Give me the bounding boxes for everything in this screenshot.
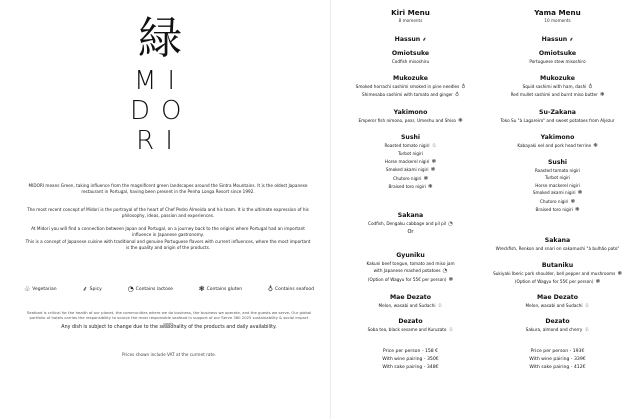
course-name: Mae Dezato xyxy=(389,294,431,301)
gluten-icon: ❃ xyxy=(198,285,205,293)
dish: Roasted tomato nigiri xyxy=(534,168,581,173)
menu-subtitle: 10 moments xyxy=(544,18,571,23)
kiri-prices xyxy=(338,348,483,372)
course-name: Mukozuke xyxy=(540,75,575,82)
gluten-icon: ❃ xyxy=(427,184,433,191)
gluten-icon: ❃ xyxy=(431,158,437,165)
legend-label: Contains gluten xyxy=(206,287,243,292)
yama-menu xyxy=(485,8,630,370)
dish: Horse mackerel nigiri xyxy=(535,182,580,188)
seafood-icon: ♁ xyxy=(588,84,593,90)
menu-title: Yama Menu xyxy=(534,8,581,17)
dish: Turbot nigiri xyxy=(397,151,423,157)
course-name: Gyuniku xyxy=(396,252,425,259)
dish: Chutoro nigiri ❃ xyxy=(392,175,429,182)
legend-item xyxy=(268,286,314,293)
gluten-icon: ❃ xyxy=(570,198,576,205)
vegetarian-icon: ♧ xyxy=(448,327,454,333)
gluten-icon: ❃ xyxy=(595,279,601,286)
gluten-icon: ❃ xyxy=(457,118,463,124)
course-sakana xyxy=(485,237,630,252)
dish: Codfish, Dengaku cabbage and pil pil ◔ xyxy=(368,221,453,227)
dish: Braised toro nigiri ❃ xyxy=(388,184,433,191)
yama-prices xyxy=(485,348,630,372)
logo-line: DO xyxy=(130,96,193,126)
gluten-icon: ❃ xyxy=(430,167,436,174)
legend-label: Contains lactose xyxy=(135,287,173,292)
dish: Roasted tomato nigiri ♧ xyxy=(384,143,437,149)
dietary-legend xyxy=(24,286,314,293)
seafood-icon: ♁ xyxy=(267,285,274,293)
course-sushi xyxy=(338,134,483,191)
dish: Horse mackerel nigiri ❃ xyxy=(384,158,437,165)
course-hassun xyxy=(338,36,483,44)
seafood-icon: ♁ xyxy=(461,84,466,90)
dish: Smoked horrachi sashimi smoked in pine needles ♁ xyxy=(355,84,466,90)
course-dezato xyxy=(485,318,630,334)
course-yakimono xyxy=(485,134,630,150)
price-line: With wine pairing - 339€ xyxy=(529,357,586,362)
dish: Braised toro nigiri ❃ xyxy=(535,207,580,214)
dish: Chutoro nigiri ❃ xyxy=(539,198,576,205)
course-suzakana xyxy=(485,109,630,124)
course-name: Dezato xyxy=(398,318,423,325)
dish: (Option of Wagyu for 55€ per person) ❃ xyxy=(514,279,601,286)
gluten-icon: ❃ xyxy=(593,143,598,149)
seafood-note: Seafood is critical for the health of our planet, the communities where we do business, the business we operate, and the guests we serve. Our global portfolio of hotels carries the responsibility to source the most responsible seafood in support of our Serve 360 2025 sustainability & social impact goals. xyxy=(26,310,312,326)
course-omiotsuke xyxy=(485,50,630,65)
dish: Melon, wasabi and Sudachi ♧ xyxy=(378,303,443,309)
price-line: With sake pairing - 348€ xyxy=(382,365,439,370)
seasonality-note: Any dish is subject to change due to the seasonality of the products and daily availability. xyxy=(61,325,277,330)
legend-item xyxy=(82,286,101,293)
spicy-icon: ⸙ xyxy=(422,37,427,43)
intro-paragraph-1: MIDORI means Green, taking influence from the magnificent green landscapes around the Sintra Mountains. It is the oldest Japanese restaurant in Portugal, having been present in the Penha Longa Resort since 1992. xyxy=(28,183,308,194)
course-name: Sushi xyxy=(400,134,421,141)
menu-subtitle: 8 moments xyxy=(398,18,423,23)
course-omiotsuke xyxy=(338,50,483,65)
dish: Smoked akami nigiri ❃ xyxy=(532,190,583,197)
course-name: Hassun xyxy=(394,36,421,43)
price-line: With wine pairing - 350€ xyxy=(382,357,439,362)
course-yakimono xyxy=(338,109,483,125)
gluten-icon: ❃ xyxy=(574,207,580,214)
course-name: Hassun xyxy=(541,36,568,43)
legend-label: Vegetarian xyxy=(32,287,57,292)
legend-item xyxy=(199,286,242,293)
dish: Turbot nigiri xyxy=(544,175,570,181)
course-name: Mukozuke xyxy=(393,75,428,82)
course-name: Dezato xyxy=(545,318,570,325)
dish: Sakura, almond and cherry ♧ xyxy=(525,327,590,333)
logo-wordmark xyxy=(130,66,193,156)
vegetarian-icon: ♧ xyxy=(431,143,437,149)
dish: Kabayaki eel and pork head terrine ❃ xyxy=(517,143,598,149)
lactose-icon: ◔ xyxy=(448,221,453,227)
seafood-icon: ♁ xyxy=(454,92,460,99)
gluten-icon: ❃ xyxy=(423,175,429,182)
course-butaniku xyxy=(485,262,630,287)
legend-label: Contains seafood xyxy=(275,287,314,292)
dish: with Japanese mashed potatoes ◔ xyxy=(373,268,448,275)
price-line: With sake pairing - 412€ xyxy=(529,365,586,370)
course-name: Mae Dezato xyxy=(536,294,578,301)
price-line: Price per person - 158 € xyxy=(382,349,439,354)
course-mukozuke xyxy=(485,75,630,100)
intro-paragraph-2: The most recent concept of Midori is the portrayal of the heart of Chef Pedro Almeida and his team. It is the ultimate expression of his philosophy, ideas, passion and experiences. xyxy=(27,207,309,218)
course-name: Butaniku xyxy=(541,262,574,269)
course-hassun xyxy=(485,36,630,44)
vegetarian-icon: ♧ xyxy=(437,303,443,309)
price-line: Price per person - 193€ xyxy=(530,349,585,354)
kiri-menu xyxy=(338,8,483,370)
vegetarian-icon: ♧ xyxy=(584,327,590,333)
dish: Codfish misoshiru xyxy=(391,59,430,64)
dish: Wreckfish, Renkon and snari on sakamushi "à bulhão pato" xyxy=(495,246,620,251)
vegetarian-icon: ♧ xyxy=(24,285,31,293)
dish: Shimesaba sashimi with tomato and ginger ♁ xyxy=(361,92,460,99)
course-name: Sakana xyxy=(544,237,571,244)
course-sakana xyxy=(338,212,483,236)
or-separator: Or xyxy=(407,229,414,236)
gluten-icon: ❃ xyxy=(577,190,583,197)
dish: Red mullet sashimi and burnt miso butter ❃ xyxy=(510,92,605,99)
course-name: Omiotsuke xyxy=(538,50,577,57)
legend-item xyxy=(128,286,173,293)
dish: (Option of Wagyu for 55€ per person) ❃ xyxy=(367,276,454,283)
dish: Sukiyaki Iberic pork shoulder, bell pepper and mushrooms ❃ xyxy=(493,271,622,277)
course-dezato xyxy=(338,318,483,334)
vegetarian-icon: ♧ xyxy=(584,303,590,309)
intro-paragraph-3: At Midori you will find a connection between Japan and Portugal, on a journey back to the origins where Portugal had an important influence in Japanese gastronomy. xyxy=(31,226,305,237)
course-name: Su-Zakana xyxy=(539,109,576,116)
gluten-icon: ❃ xyxy=(599,92,605,99)
course-name: Sushi xyxy=(547,159,568,166)
logo-kanji: 緑 xyxy=(138,13,182,64)
course-name: Yakimono xyxy=(540,134,575,141)
spicy-icon: ⸙ xyxy=(82,285,88,293)
lactose-icon: ◔ xyxy=(127,285,134,293)
menu-title: Kiri Menu xyxy=(391,8,430,17)
dish: Toko Su "à Lagareiro" and sweet potatoes from Aljezur xyxy=(500,118,615,123)
column-divider xyxy=(330,0,331,419)
course-gyuniku xyxy=(338,252,483,284)
dish: Portuguese stew misoshiro xyxy=(529,59,586,64)
course-name: Sakana xyxy=(397,212,424,219)
course-name: Yakimono xyxy=(393,109,428,116)
dish: Melon, wasabi and Sudachi ♧ xyxy=(525,303,590,309)
legend-label: Spicy xyxy=(89,287,102,292)
logo-line: MI xyxy=(133,66,187,96)
dish: Squid sashimi with ham, dashi ♁ xyxy=(522,84,593,90)
course-mae-dezato xyxy=(338,294,483,310)
gluten-icon: ❃ xyxy=(448,276,454,283)
legend-item xyxy=(24,286,57,293)
dish: Emperor fish nimono, pear, Umeshu and Shiso ❃ xyxy=(358,118,463,124)
lactose-icon: ◔ xyxy=(442,268,448,275)
course-mae-dezato xyxy=(485,294,630,310)
gluten-icon: ❃ xyxy=(617,271,622,277)
vat-note: Prices shown include VAT at the current rate. xyxy=(121,352,217,357)
dish: Smoked akami nigiri ❃ xyxy=(385,167,436,174)
course-mukozuke xyxy=(338,75,483,100)
dish: Kakuni beef tongue, tomato and miso jam xyxy=(366,261,455,266)
spicy-icon: ⸙ xyxy=(569,37,574,43)
course-sushi xyxy=(485,159,630,214)
course-name: Omiotsuke xyxy=(391,50,430,57)
logo-line: RI xyxy=(136,126,184,156)
dish: Soba tea, black sesame and Kuruzato ♧ xyxy=(367,327,454,333)
intro-paragraph-4: This is a concept of Japanese cuisine with traditional and genuine Portuguese flavors with current influences, where the most important is the quality and origin of the products. xyxy=(25,239,311,250)
